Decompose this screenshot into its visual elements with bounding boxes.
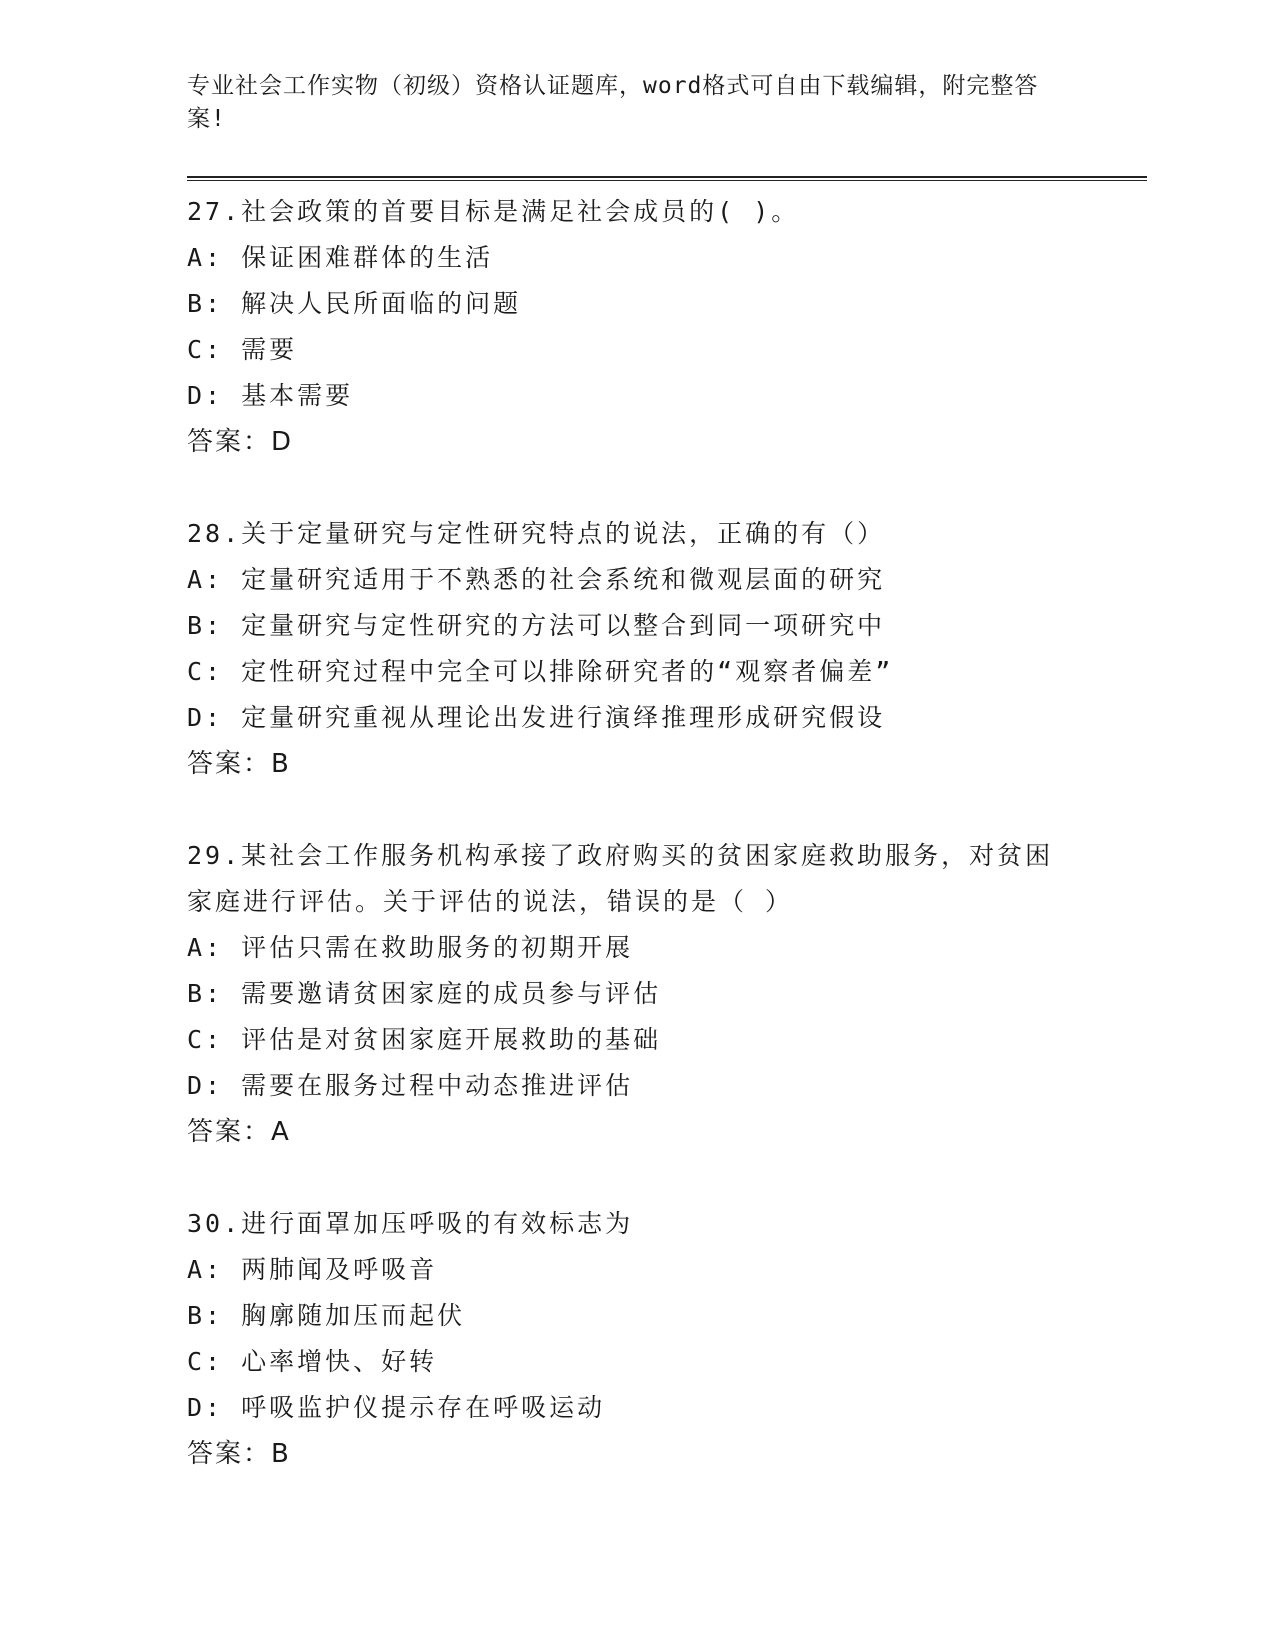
question-stem: 27.社会政策的首要目标是满足社会成员的( )。: [187, 197, 800, 226]
question-29: [187, 833, 1147, 1155]
answer-label: 答案：B: [187, 749, 291, 779]
option-b: B: 需要邀请贫困家庭的成员参与评估: [187, 979, 662, 1008]
answer-label: 答案：A: [187, 1117, 291, 1147]
header-divider: [187, 176, 1147, 181]
option-c: C: 评估是对贫困家庭开展救助的基础: [187, 1025, 662, 1054]
option-b: B: 定量研究与定性研究的方法可以整合到同一项研究中: [187, 611, 886, 640]
option-a: A: 评估只需在救助服务的初期开展: [187, 933, 634, 962]
option-c: C: 心率增快、好转: [187, 1347, 438, 1376]
question-stem: 30.进行面罩加压呼吸的有效标志为: [187, 1209, 634, 1238]
option-b: B: 解决人民所面临的问题: [187, 289, 522, 318]
answer-label: 答案：D: [187, 427, 294, 457]
option-b: B: 胸廓随加压而起伏: [187, 1301, 466, 1330]
question-30: [187, 1201, 1147, 1477]
question-stem: 28.关于定量研究与定性研究特点的说法，正确的有（）: [187, 519, 886, 548]
option-a: A: 保证困难群体的生活: [187, 243, 494, 272]
answer-label: 答案：B: [187, 1439, 291, 1469]
option-c: C: 定性研究过程中完全可以排除研究者的“观察者偏差”: [187, 657, 894, 686]
question-stem: 29.某社会工作服务机构承接了政府购买的贫困家庭救助服务，对贫困家庭进行评估。关于评估的说法，错误的是（ ）: [187, 841, 1054, 916]
option-c: C: 需要: [187, 335, 298, 364]
question-list: [187, 189, 1147, 1477]
option-a: A: 定量研究适用于不熟悉的社会系统和微观层面的研究: [187, 565, 886, 594]
option-a: A: 两肺闻及呼吸音: [187, 1255, 438, 1284]
option-d: D: 呼吸监护仪提示存在呼吸运动: [187, 1393, 606, 1422]
option-d: D: 定量研究重视从理论出发进行演绎推理形成研究假设: [187, 703, 886, 732]
option-d: D: 需要在服务过程中动态推进评估: [187, 1071, 634, 1100]
header-note: 专业社会工作实物（初级）资格认证题库，word格式可自由下载编辑，附完整答案!: [187, 73, 1039, 132]
option-d: D: 基本需要: [187, 381, 354, 410]
question-28: [187, 511, 1147, 787]
document-page: [187, 70, 1147, 1523]
question-27: [187, 189, 1147, 465]
